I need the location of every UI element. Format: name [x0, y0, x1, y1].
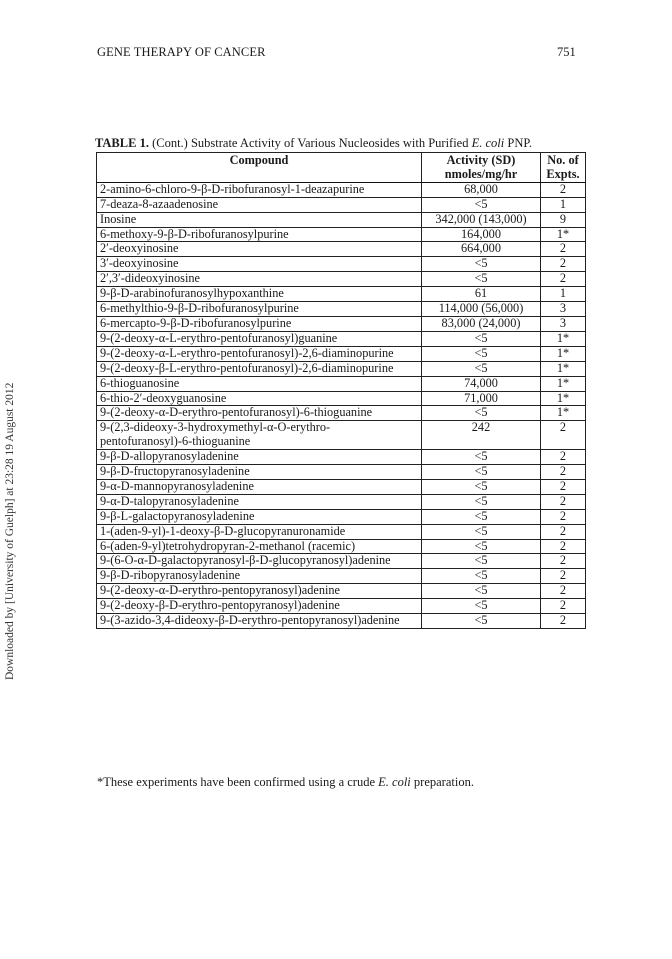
footnote [97, 775, 474, 790]
header-activity-line2: nmoles/mg/hr [444, 166, 518, 181]
expts-cell: 2 [541, 599, 586, 614]
compound-cell: 9-(6-O-α-D-galactopyranosyl-β-D-glucopyranosyl)adenine [97, 554, 422, 569]
table-row [97, 302, 586, 317]
table-caption [95, 136, 532, 151]
table-row [97, 182, 586, 197]
table-row [97, 331, 586, 346]
expts-cell: 2 [541, 614, 586, 629]
compound-cell: 9-β-D-arabinofuranosylhypoxanthine [97, 287, 422, 302]
activity-cell: 164,000 [422, 227, 541, 242]
activity-cell: <5 [422, 257, 541, 272]
activity-cell: 74,000 [422, 376, 541, 391]
activity-cell: <5 [422, 584, 541, 599]
activity-cell: 61 [422, 287, 541, 302]
activity-cell: <5 [422, 554, 541, 569]
compound-cell: 9-(2-deoxy-α-L-erythro-pentofuranosyl)-2,6-diaminopurine [97, 346, 422, 361]
activity-cell: <5 [422, 346, 541, 361]
expts-cell: 1* [541, 361, 586, 376]
activity-cell: <5 [422, 494, 541, 509]
compound-cell: 9-(2-deoxy-α-D-erythro-pentofuranosyl)-6-thioguanine [97, 406, 422, 421]
table-caption-text: (Cont.) Substrate Activity of Various Nucleosides with Purified [152, 136, 469, 150]
expts-cell: 2 [541, 421, 586, 450]
activity-cell: <5 [422, 479, 541, 494]
expts-cell: 2 [541, 242, 586, 257]
page-number: 751 [557, 45, 576, 59]
compound-cell: 6-mercapto-9-β-D-ribofuranosylpurine [97, 316, 422, 331]
header-activity [422, 153, 541, 183]
expts-cell: 1* [541, 331, 586, 346]
activity-cell: <5 [422, 197, 541, 212]
compound-cell: 9-β-D-ribopyranosyladenine [97, 569, 422, 584]
table-label: TABLE 1. [95, 136, 149, 150]
header-expts [541, 153, 586, 183]
compound-cell: 9-α-D-talopyranosyladenine [97, 494, 422, 509]
activity-cell: 83,000 (24,000) [422, 316, 541, 331]
activity-cell: <5 [422, 614, 541, 629]
activity-cell: <5 [422, 361, 541, 376]
compound-cell: 9-(2-deoxy-β-D-erythro-pentopyranosyl)adenine [97, 599, 422, 614]
table-row [97, 361, 586, 376]
compound-cell: 6-(aden-9-yl)tetrohydropyran-2-methanol (racemic) [97, 539, 422, 554]
table-row [97, 554, 586, 569]
activity-cell: 664,000 [422, 242, 541, 257]
expts-cell: 2 [541, 554, 586, 569]
expts-cell: 1* [541, 391, 586, 406]
compound-cell: 3′-deoxyinosine [97, 257, 422, 272]
activity-cell: <5 [422, 539, 541, 554]
table-caption-organism: E. coli [471, 136, 505, 150]
header-compound: Compound [97, 153, 422, 183]
table-row [97, 494, 586, 509]
footnote-suffix: preparation. [413, 775, 474, 789]
table-row [97, 524, 586, 539]
table-header-row [97, 153, 586, 183]
activity-cell: <5 [422, 450, 541, 465]
table-row [97, 584, 586, 599]
table-row [97, 599, 586, 614]
table-row [97, 614, 586, 629]
compound-cell: 9-β-D-fructopyranosyladenine [97, 465, 422, 480]
compound-cell: 6-methylthio-9-β-D-ribofuranosylpurine [97, 302, 422, 317]
header-activity-line1: Activity (SD) [446, 153, 516, 167]
expts-cell: 1 [541, 197, 586, 212]
compound-cell: 1-(aden-9-yl)-1-deoxy-β-D-glucopyranuronamide [97, 524, 422, 539]
compound-cell: 9-(3-azido-3,4-dideoxy-β-D-erythro-pentopyranosyl)adenine [97, 614, 422, 629]
compound-cell: Inosine [97, 212, 422, 227]
compound-cell: 2′,3′-dideoxyinosine [97, 272, 422, 287]
table-row [97, 227, 586, 242]
table-row [97, 242, 586, 257]
expts-cell: 2 [541, 465, 586, 480]
activity-cell: 242 [422, 421, 541, 450]
table-row [97, 272, 586, 287]
compound-cell: 2-amino-6-chloro-9-β-D-ribofuranosyl-1-deazapurine [97, 182, 422, 197]
substrate-activity-table [96, 152, 586, 629]
table-row [97, 376, 586, 391]
table-row [97, 316, 586, 331]
compound-cell: 7-deaza-8-azaadenosine [97, 197, 422, 212]
activity-cell: <5 [422, 569, 541, 584]
table-row [97, 346, 586, 361]
header-expts-line2: Expts. [546, 166, 580, 181]
activity-cell: 68,000 [422, 182, 541, 197]
expts-cell: 1* [541, 227, 586, 242]
table-row [97, 257, 586, 272]
compound-cell: 9-(2-deoxy-α-L-erythro-pentofuranosyl)guanine [97, 331, 422, 346]
activity-cell: <5 [422, 406, 541, 421]
expts-cell: 2 [541, 479, 586, 494]
compound-cell: 9-α-D-mannopyranosyladenine [97, 479, 422, 494]
table-row [97, 406, 586, 421]
running-head: GENE THERAPY OF CANCER [97, 45, 266, 59]
activity-cell: <5 [422, 465, 541, 480]
expts-cell: 2 [541, 494, 586, 509]
table-row [97, 197, 586, 212]
expts-cell: 2 [541, 569, 586, 584]
activity-cell: <5 [422, 331, 541, 346]
compound-cell: 9-β-L-galactopyranosyladenine [97, 509, 422, 524]
compound-cell: 9-(2-deoxy-α-D-erythro-pentopyranosyl)adenine [97, 584, 422, 599]
expts-cell: 2 [541, 450, 586, 465]
table-row [97, 212, 586, 227]
activity-cell: <5 [422, 599, 541, 614]
download-watermark-text: Downloaded by [University of Guelph] at 23:28 19 August 2012 [4, 382, 16, 680]
footnote-organism: E. coli [378, 775, 411, 789]
footnote-text: *These experiments have been confirmed using a crude [97, 775, 376, 789]
compound-cell: 9-β-D-allopyranosyladenine [97, 450, 422, 465]
compound-cell: 9-(2-deoxy-β-L-erythro-pentofuranosyl)-2,6-diaminopurine [97, 361, 422, 376]
table-row [97, 465, 586, 480]
table-row [97, 539, 586, 554]
expts-cell: 2 [541, 509, 586, 524]
expts-cell: 2 [541, 539, 586, 554]
expts-cell: 2 [541, 584, 586, 599]
activity-cell: <5 [422, 272, 541, 287]
table-body [97, 182, 586, 628]
expts-cell: 2 [541, 182, 586, 197]
expts-cell: 1 [541, 287, 586, 302]
table-row [97, 450, 586, 465]
expts-cell: 3 [541, 302, 586, 317]
header-expts-line1: No. of [547, 153, 579, 167]
table-row [97, 509, 586, 524]
activity-cell: <5 [422, 524, 541, 539]
expts-cell: 2 [541, 524, 586, 539]
expts-cell: 9 [541, 212, 586, 227]
table-row [97, 479, 586, 494]
compound-cell: 6-thioguanosine [97, 376, 422, 391]
table-row [97, 569, 586, 584]
expts-cell: 2 [541, 257, 586, 272]
table-row [97, 421, 586, 450]
table-row [97, 391, 586, 406]
compound-cell: 9-(2,3-dideoxy-3-hydroxymethyl-α-O-erythro-pentofuranosyl)-6-thioguanine [97, 421, 422, 450]
expts-cell: 1* [541, 376, 586, 391]
expts-cell: 1* [541, 346, 586, 361]
activity-cell: 342,000 (143,000) [422, 212, 541, 227]
compound-cell: 2′-deoxyinosine [97, 242, 422, 257]
compound-cell: 6-methoxy-9-β-D-ribofuranosylpurine [97, 227, 422, 242]
activity-cell: <5 [422, 509, 541, 524]
expts-cell: 1* [541, 406, 586, 421]
table-caption-suffix: PNP. [507, 136, 533, 150]
activity-cell: 114,000 (56,000) [422, 302, 541, 317]
compound-cell: 6-thio-2′-deoxyguanosine [97, 391, 422, 406]
table-row [97, 287, 586, 302]
activity-cell: 71,000 [422, 391, 541, 406]
expts-cell: 2 [541, 272, 586, 287]
expts-cell: 3 [541, 316, 586, 331]
